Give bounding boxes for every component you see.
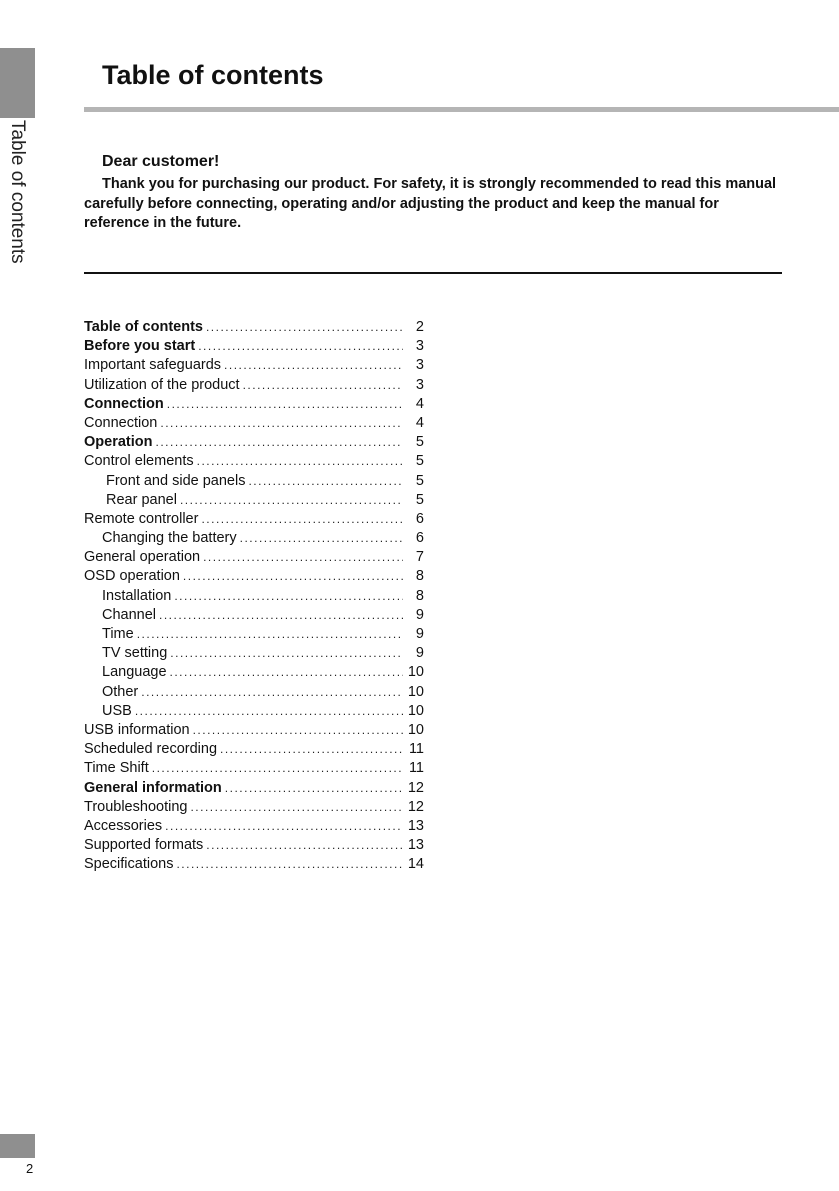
toc-entry[interactable] <box>84 759 424 778</box>
toc-entry[interactable] <box>84 625 424 644</box>
toc-dot-leader <box>203 548 403 567</box>
toc-entry-page: 7 <box>415 549 424 566</box>
toc-entry[interactable] <box>84 337 424 356</box>
toc-entry-page: 10 <box>407 721 424 738</box>
page-title: Table of contents <box>102 60 324 90</box>
title-divider <box>84 107 839 112</box>
toc-entry-page: 5 <box>415 434 424 451</box>
toc-entry-page: 2 <box>415 319 424 335</box>
toc-entry-label: Scheduled recording <box>84 741 218 758</box>
toc-dot-leader <box>201 510 403 529</box>
toc-entry[interactable] <box>84 683 424 702</box>
toc-entry[interactable] <box>84 855 424 874</box>
toc-entry[interactable] <box>84 740 424 759</box>
toc-dot-leader <box>197 452 403 471</box>
toc-entry-page: 8 <box>415 568 424 585</box>
page-number: 2 <box>26 1161 34 1176</box>
toc-entry-page: 12 <box>407 798 424 815</box>
toc-entry-label: Time Shift <box>84 760 149 777</box>
toc-entry-label: Connection <box>84 414 158 431</box>
toc-entry[interactable] <box>84 644 424 663</box>
greeting-heading: Dear customer! <box>102 153 220 170</box>
toc-entry-label: Control elements <box>84 453 194 470</box>
toc-entry-label: OSD operation <box>84 568 180 585</box>
toc-entry-page: 5 <box>415 491 424 508</box>
toc-entry[interactable] <box>84 472 424 491</box>
toc-entry-label: Installation <box>102 587 172 604</box>
toc-entry[interactable] <box>84 356 424 375</box>
toc-entry-label: Remote controller <box>84 510 199 527</box>
toc-entry[interactable] <box>84 836 424 855</box>
toc-entry-page: 4 <box>415 414 424 431</box>
toc-entry[interactable] <box>84 798 424 817</box>
toc-entry-page: 13 <box>407 817 424 834</box>
toc-dot-leader <box>155 433 403 452</box>
toc-entry-label: Before you start <box>84 338 196 355</box>
toc-entry-label: Front and side panels <box>106 472 246 489</box>
toc-entry-page: 13 <box>407 837 424 854</box>
toc-entry-label: Language <box>102 664 167 681</box>
toc-entry-page: 5 <box>415 453 424 470</box>
toc-entry[interactable] <box>84 663 424 682</box>
toc-dot-leader <box>170 644 403 663</box>
toc-dot-leader <box>190 798 403 817</box>
toc-dot-leader <box>170 663 403 682</box>
toc-entry-label: Channel <box>102 606 157 623</box>
toc-dot-leader <box>176 855 403 874</box>
toc-entry-label: USB information <box>84 721 190 738</box>
toc-dot-leader <box>165 817 403 836</box>
page-number-marker <box>0 1134 35 1158</box>
toc-entry-label: Table of contents <box>84 319 203 335</box>
toc-entry-page: 6 <box>415 530 424 547</box>
toc-entry-page: 9 <box>415 626 424 642</box>
toc-entry-page: 14 <box>407 856 424 873</box>
toc-entry-label: Rear panel <box>106 491 177 508</box>
toc-entry[interactable] <box>84 433 424 452</box>
toc-entry-page: 5 <box>415 472 424 489</box>
toc-entry[interactable] <box>84 702 424 721</box>
toc-entry-page: 3 <box>415 376 424 393</box>
toc-dot-leader <box>243 376 403 395</box>
toc-entry[interactable] <box>84 721 424 740</box>
toc-entry-label: Changing the battery <box>102 530 237 547</box>
toc-dot-leader <box>225 779 403 798</box>
toc-entry-page: 10 <box>407 683 424 700</box>
toc-entry[interactable] <box>84 606 424 625</box>
toc-entry[interactable] <box>84 318 424 337</box>
intro-paragraph: Thank you for purchasing our product. For safety, it is strongly recommended to read this manual carefully before connecting, operating and/or adjusting the product and keep the manual for reference in the future. <box>84 176 777 231</box>
toc-dot-leader <box>248 472 403 491</box>
toc-entry-page: 9 <box>415 645 424 662</box>
toc-dot-leader <box>152 759 403 778</box>
toc-dot-leader <box>160 414 403 433</box>
toc-dot-leader <box>198 337 403 356</box>
toc-entry-page: 9 <box>415 606 424 623</box>
toc-entry-label: Operation <box>84 434 153 451</box>
toc-entry-label: TV setting <box>102 645 168 662</box>
toc-entry-page: 3 <box>415 338 424 355</box>
toc-dot-leader <box>174 587 403 606</box>
toc-dot-leader <box>135 702 403 721</box>
toc-entry-page: 4 <box>415 395 424 412</box>
toc-entry-page: 10 <box>407 664 424 681</box>
toc-entry-label: Connection <box>84 395 164 412</box>
toc-entry[interactable] <box>84 452 424 471</box>
toc-entry[interactable] <box>84 510 424 529</box>
toc-dot-leader <box>220 740 403 759</box>
toc-entry-page: 11 <box>408 741 424 758</box>
toc-dot-leader <box>224 356 403 375</box>
toc-entry-page: 10 <box>407 702 424 719</box>
toc-entry-label: General information <box>84 779 222 796</box>
toc-entry[interactable] <box>84 567 424 586</box>
toc-dot-leader <box>240 529 403 548</box>
toc-entry-label: Supported formats <box>84 837 204 854</box>
toc-entry-label: Other <box>102 683 139 700</box>
toc-dot-leader <box>180 491 403 510</box>
toc-entry-label: USB <box>102 702 132 719</box>
toc-dot-leader <box>137 625 403 644</box>
toc-dot-leader <box>141 683 403 702</box>
toc-entry-label: Troubleshooting <box>84 798 188 815</box>
toc-entry-label: Important safeguards <box>84 357 222 374</box>
toc-dot-leader <box>167 395 403 414</box>
section-divider <box>84 272 782 274</box>
toc-entry-label: Utilization of the product <box>84 376 240 393</box>
toc-entry-label: Time <box>102 626 134 642</box>
toc-entry-label: Specifications <box>84 856 174 873</box>
toc-dot-leader <box>193 721 403 740</box>
toc-entry[interactable] <box>84 414 424 433</box>
toc-entry[interactable] <box>84 491 424 510</box>
toc-entry-label: Accessories <box>84 817 163 834</box>
toc-entry[interactable] <box>84 529 424 548</box>
toc-entry-page: 8 <box>415 587 424 604</box>
side-tab-label: Table of contents <box>7 120 28 264</box>
toc-list <box>84 318 424 874</box>
toc-entry-page: 12 <box>407 779 424 796</box>
side-tab-marker <box>0 48 35 118</box>
toc-dot-leader <box>206 318 403 337</box>
toc-dot-leader <box>159 606 403 625</box>
toc-entry-label: General operation <box>84 549 201 566</box>
toc-entry[interactable] <box>84 376 424 395</box>
toc-entry[interactable] <box>84 548 424 567</box>
toc-entry-page: 3 <box>415 357 424 374</box>
toc-entry[interactable] <box>84 587 424 606</box>
toc-dot-leader <box>206 836 403 855</box>
toc-entry[interactable] <box>84 817 424 836</box>
toc-dot-leader <box>183 567 403 586</box>
toc-entry-page: 11 <box>408 760 424 777</box>
toc-entry[interactable] <box>84 779 424 798</box>
toc-entry[interactable] <box>84 395 424 414</box>
toc-entry-page: 6 <box>415 510 424 527</box>
